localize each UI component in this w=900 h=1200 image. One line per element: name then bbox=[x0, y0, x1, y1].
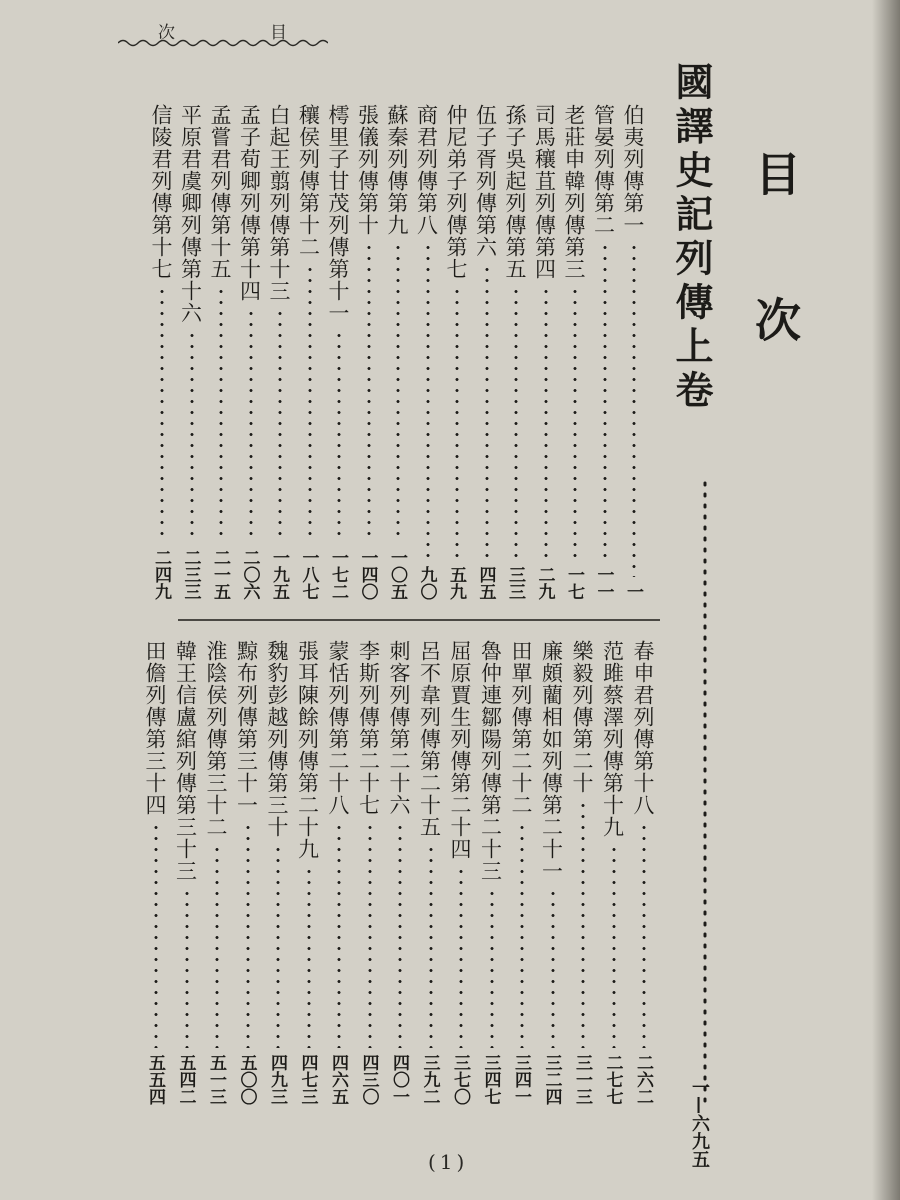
toc-leader-dots bbox=[454, 286, 460, 560]
toc-entry-title: 信陵君列傳第十七 bbox=[149, 104, 173, 280]
toc-entry-title: 樗里子甘茂列傳第十一 bbox=[326, 104, 350, 324]
toc-entry-title: 蒙恬列傳第二十八 bbox=[326, 640, 350, 816]
toc-leader-dots bbox=[245, 822, 251, 1048]
toc-entry-title: 商君列傳第八 bbox=[414, 104, 439, 236]
toc-leader-dots bbox=[602, 242, 608, 560]
toc-leader-dots bbox=[153, 822, 159, 1048]
toc-entry-page: 三四七 bbox=[480, 1054, 501, 1105]
toc-leader-dots bbox=[543, 286, 549, 560]
toc-leader-dots bbox=[611, 844, 617, 1048]
toc-entry-page: 一七 bbox=[564, 566, 584, 600]
toc-entry-page: 五〇〇 bbox=[236, 1054, 257, 1105]
toc-entry-title: 司馬穰苴列傳第四 bbox=[532, 104, 557, 280]
toc-entry-page: 二七七 bbox=[602, 1054, 623, 1105]
toc-leader-dots bbox=[366, 242, 372, 543]
toc-entry-page: 四五 bbox=[475, 566, 496, 600]
toc-entry-page: 四〇一 bbox=[389, 1054, 409, 1105]
toc-entry-page: 三二四 bbox=[541, 1054, 562, 1105]
toc-leader-dots bbox=[572, 286, 578, 560]
toc-entry-title: 魯仲連鄒陽列傳第二十三 bbox=[478, 640, 503, 882]
section-divider bbox=[178, 619, 660, 621]
toc-entry-page: 一〇五 bbox=[387, 549, 407, 600]
toc-entry-title: 春申君列傳第十八 bbox=[631, 640, 655, 816]
toc-entry-title: 魏豹彭越列傳第三十 bbox=[265, 640, 289, 838]
toc-leader-dots bbox=[184, 888, 190, 1048]
toc-entry-title: 刺客列傳第二十六 bbox=[387, 640, 411, 816]
volume-leader-dots bbox=[700, 448, 710, 1148]
toc-entry-page: 三三 bbox=[505, 566, 525, 600]
toc-entry-page: 四六五 bbox=[328, 1054, 348, 1105]
toc-entry-title: 淮陰侯列傳第三十二 bbox=[204, 640, 228, 838]
toc-leader-dots bbox=[159, 286, 165, 543]
toc-entry-title: 范雎蔡澤列傳第十九 bbox=[600, 640, 625, 838]
toc-entry-page: 二九 bbox=[534, 566, 555, 600]
toc-entry-page: 三四一 bbox=[511, 1054, 531, 1105]
toc-entry-title: 黥布列傳第三十一 bbox=[234, 640, 259, 816]
toc-entry-title: 管晏列傳第二 bbox=[591, 104, 616, 236]
toc-entry-page: 五五四 bbox=[145, 1054, 165, 1105]
toc-entry-page: 五一三 bbox=[206, 1054, 226, 1105]
toc-entry-page: 四三〇 bbox=[358, 1054, 379, 1105]
toc-leader-dots bbox=[307, 264, 313, 543]
toc-entry-title: 老莊申韓列傳第三 bbox=[562, 104, 586, 280]
toc-entry-page: 五九 bbox=[446, 566, 466, 600]
toc-title: 目次 bbox=[748, 150, 802, 442]
toc-entry-page: 二四九 bbox=[151, 549, 171, 600]
toc-leader-dots bbox=[397, 822, 403, 1048]
volume-title: 國譯史記列傳上卷 bbox=[669, 62, 714, 414]
toc-leader-dots bbox=[641, 822, 647, 1048]
toc-entry-title: 田儋列傳第三十四 bbox=[143, 640, 167, 816]
toc-entry-page: 一七二 bbox=[328, 549, 348, 600]
toc-leader-dots bbox=[425, 242, 431, 560]
toc-entry-title: 孟嘗君列傳第十五 bbox=[208, 104, 232, 280]
toc-leader-dots bbox=[513, 286, 519, 560]
toc-entry-page: 一九五 bbox=[269, 549, 289, 600]
toc-leader-dots bbox=[214, 844, 220, 1048]
toc-entry-title: 白起王翦列傳第十三 bbox=[267, 104, 291, 302]
toc-entry-title: 韓王信盧綰列傳第三十三 bbox=[173, 640, 198, 882]
toc-leader-dots bbox=[218, 286, 224, 543]
toc-leader-dots bbox=[248, 308, 254, 543]
toc-entry-title: 穰侯列傳第十二 bbox=[296, 104, 321, 258]
toc-entry-page: 九〇 bbox=[416, 566, 437, 600]
toc-entry-page: 五四二 bbox=[175, 1054, 196, 1105]
toc-entry-page: 四七三 bbox=[297, 1054, 318, 1105]
volume-page-range: 一—六九五 bbox=[689, 1078, 710, 1168]
toc-leader-dots bbox=[395, 242, 401, 543]
toc-entry-page: 二〇六 bbox=[239, 549, 260, 600]
toc-leader-dots bbox=[550, 888, 556, 1048]
toc-entry-title: 李斯列傳第二十七 bbox=[356, 640, 381, 816]
toc-entry-title: 伯夷列傳第一 bbox=[621, 104, 645, 236]
running-header-left: 次 bbox=[158, 23, 175, 43]
toc-entry-page: 三一三 bbox=[572, 1054, 592, 1105]
toc-entry-title: 平原君虞卿列傳第十六 bbox=[178, 104, 203, 324]
toc-entry-page: 一八七 bbox=[298, 549, 319, 600]
toc-entry-page: 二三三 bbox=[180, 549, 201, 600]
toc-entry-title: 屈原賈生列傳第二十四 bbox=[448, 640, 472, 860]
toc-entry-title: 樂毅列傳第二十 bbox=[570, 640, 594, 794]
toc-entry-title: 孟子荀卿列傳第十四 bbox=[237, 104, 262, 302]
toc-leader-dots bbox=[484, 264, 490, 560]
toc-entry-page: 二六二 bbox=[633, 1054, 653, 1105]
toc-entry-title: 仲尼弟子列傳第七 bbox=[444, 104, 468, 280]
toc-entry-title: 伍子胥列傳第六 bbox=[473, 104, 498, 258]
header-wave-rule bbox=[118, 38, 328, 48]
toc-entry-title: 孫子吳起列傳第五 bbox=[503, 104, 527, 280]
toc-leader-dots bbox=[336, 822, 342, 1048]
toc-leader-dots bbox=[631, 242, 637, 577]
toc-entry-title: 張儀列傳第十 bbox=[355, 104, 380, 236]
toc-leader-dots bbox=[580, 800, 586, 1048]
toc-entry-page: 三七〇 bbox=[450, 1054, 470, 1105]
page-edge-shadow bbox=[872, 0, 900, 1200]
toc-leader-dots bbox=[306, 866, 312, 1048]
toc-entry-page: 四九三 bbox=[267, 1054, 287, 1105]
toc-leader-dots bbox=[519, 822, 525, 1048]
toc-leader-dots bbox=[458, 866, 464, 1048]
toc-leader-dots bbox=[336, 330, 342, 543]
toc-entry-title: 蘇秦列傳第九 bbox=[385, 104, 409, 236]
toc-leader-dots bbox=[277, 308, 283, 543]
toc-leader-dots bbox=[275, 844, 281, 1048]
toc-entry-title: 張耳陳餘列傳第二十九 bbox=[295, 640, 320, 860]
page-number: (1) bbox=[428, 1150, 469, 1174]
toc-entry-page: 三九二 bbox=[419, 1054, 440, 1105]
toc-entry-title: 田單列傳第二十二 bbox=[509, 640, 533, 816]
toc-entry-title: 呂不韋列傳第二十五 bbox=[417, 640, 442, 838]
running-header-right: 目 bbox=[270, 23, 287, 43]
toc-leader-dots bbox=[367, 822, 373, 1048]
toc-leader-dots bbox=[428, 844, 434, 1048]
toc-entry-page: 一 bbox=[623, 583, 643, 600]
toc-entry-page: 一一 bbox=[593, 566, 614, 600]
toc-leader-dots bbox=[489, 888, 495, 1048]
toc-entry-title: 廉頗藺相如列傳第二十一 bbox=[539, 640, 564, 882]
toc-entry-page: 二一五 bbox=[210, 549, 230, 600]
toc-leader-dots bbox=[189, 330, 195, 543]
toc-entry-page: 一四〇 bbox=[357, 549, 378, 600]
